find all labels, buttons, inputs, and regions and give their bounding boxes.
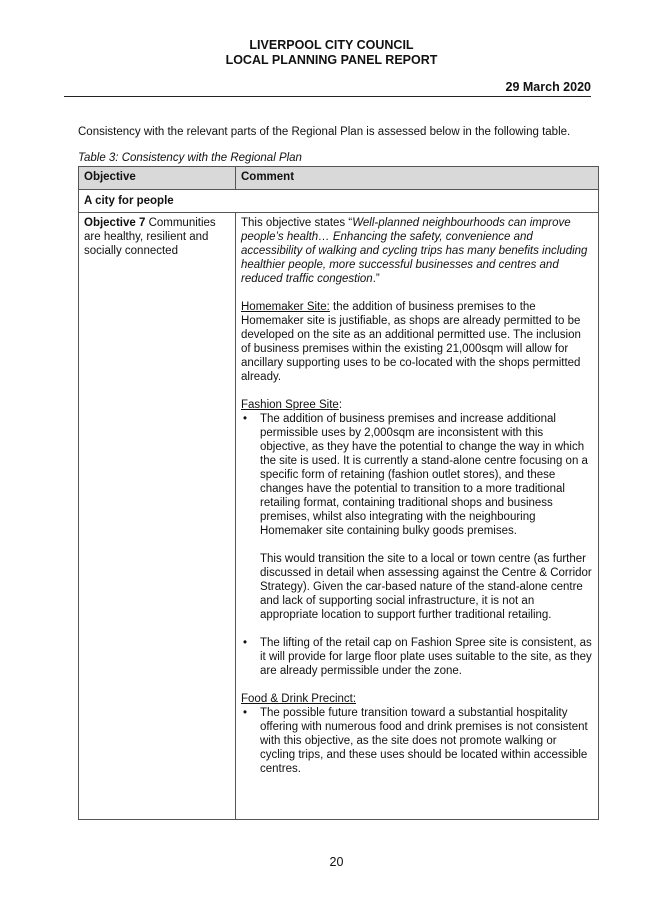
header-comment: Comment <box>236 167 599 190</box>
homemaker-paragraph <box>241 300 593 384</box>
table-row <box>79 213 599 820</box>
page-number: 20 <box>329 855 344 869</box>
objective-quote <box>241 216 593 286</box>
fashion-heading-line <box>241 398 593 412</box>
council-name: LIVERPOOL CITY COUNCIL <box>249 38 414 52</box>
objective-cell <box>79 213 236 820</box>
quote-text: Well-planned neighbourhoods can improve people’s health… Enhancing the safety, convenience and accessibility of walking and cycling trips has many benefits including healthier people, more successful businesses and centres and reduced traffic congestion <box>241 217 588 285</box>
intro-paragraph: Consistency with the relevant parts of the Regional Plan is assessed below in the following table. <box>78 126 571 138</box>
homemaker-text: the addition of business premises to the Homemaker site is justifiable, as shops are already permitted to be developed on the site as an additional permitted use. The inclusion of business premises within the existing 21,000sqm will allow for ancillary supporting uses to be co-located with the shops permitted already. <box>241 301 581 383</box>
header-rule <box>64 96 591 97</box>
fashion-heading: Fashion Spree Site <box>241 399 339 411</box>
food-list <box>241 706 593 776</box>
section-title: A city for people <box>79 190 599 213</box>
report-title: LOCAL PLANNING PANEL REPORT <box>225 53 438 67</box>
table-header-row <box>79 167 599 190</box>
report-date: 29 March 2020 <box>505 80 591 94</box>
objective-description: Communities are healthy, resilient and socially connected <box>84 217 216 257</box>
fashion-list-2 <box>241 636 593 678</box>
objective-number: Objective 7 <box>84 217 146 229</box>
fashion-continuation: This would transition the site to a local or town centre (as further discussed in detail when assessing against the Centre & Corridor Strategy). Given the car-based nature of the stand-alone centre and lack of supporting social infrastructure, it is not an appropriate location to support further traditional retailing. <box>260 553 592 621</box>
list-item: • The lifting of the retail cap on Fashion Spree site is consistent, as it will provide for large floor plate uses suitable to the site, as they are already permissible under the zone. <box>241 636 593 678</box>
fashion-colon: : <box>338 399 343 411</box>
report-header <box>0 38 653 68</box>
header-objective: Objective <box>79 167 236 190</box>
food-heading: Food & Drink Precinct: <box>241 693 357 705</box>
list-item: • The possible future transition toward a substantial hospitality offering with numerous food and drink premises is not consistent with this objective, as the site does not promote walking or cycling trips, and these uses should be located within accessible centres. <box>241 706 593 776</box>
homemaker-heading: Homemaker Site: <box>241 301 330 313</box>
list-item: • The addition of business premises and increase additional permissible uses by 2,000sqm are inconsistent with this objective, as they have the potential to change the way in which the site is used. It is currently a stand-alone centre focusing on a specific form of retaining (fashion outlet stores), and these changes have the potential to transition to a more traditional retailing format, containing traditional shops and business premises, whilst also integrating with the neighbouring Homemaker site containing bulky goods premises. <box>241 412 593 538</box>
table-caption: Table 3: Consistency with the Regional Plan <box>78 152 302 164</box>
quote-lead: This objective states “ <box>241 217 353 229</box>
section-row <box>79 190 599 213</box>
quote-tail: .” <box>372 273 380 285</box>
fashion-list-1 <box>241 412 593 538</box>
consistency-table <box>78 166 599 820</box>
comment-cell <box>236 213 599 820</box>
